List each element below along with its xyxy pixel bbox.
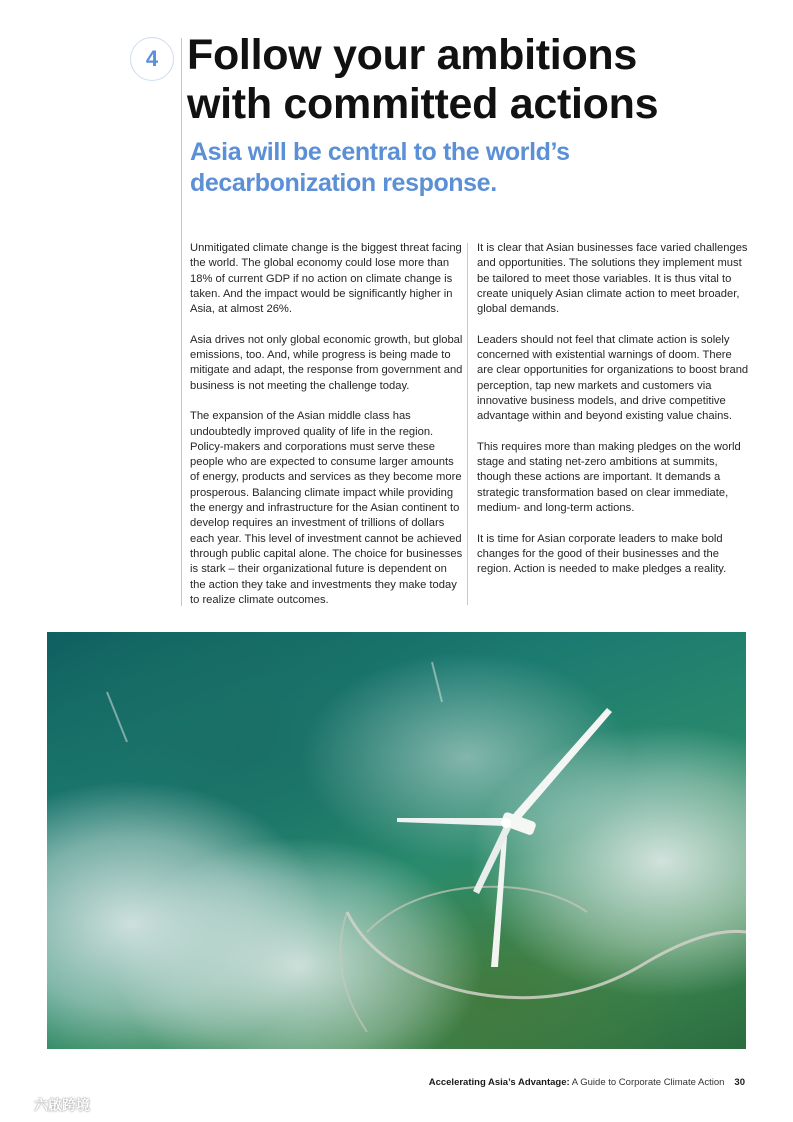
title-line-2: with committed actions: [187, 80, 659, 128]
paragraph: It is time for Asian corporate leaders to make bold changes for the good of their businesses and the region. Action is needed to make pledges a reality.: [477, 532, 727, 576]
paragraph: Asia drives not only global economic growth, but global emissions, too. And, while progress is being made to mitigate and adapt, the response from government and business is not meeting the challenge today.: [190, 333, 463, 392]
watermark-logo-icon: [8, 1098, 30, 1112]
chapter-number: 4: [145, 46, 159, 71]
page-title: [187, 31, 747, 129]
paragraph: Unmitigated climate change is the biggest threat facing the world. The global economy could lose more than 18% of current GDP if no action on climate change is taken. And the impact would be significantly higher in Asia, at almost 26%.: [190, 242, 462, 316]
body-column-right: [477, 241, 749, 593]
column-divider-line: [467, 243, 468, 605]
body-column-left: [190, 241, 464, 623]
page-number: 30: [734, 1077, 745, 1088]
page-subtitle: [190, 137, 710, 199]
page-footer: [429, 1077, 745, 1088]
footer-subtitle: A Guide to Corporate Climate Action: [569, 1077, 725, 1088]
wind-turbine-aerial-photo: [47, 632, 746, 1049]
chapter-number-badge: [130, 37, 174, 81]
title-line-1: Follow your ambitions: [187, 31, 637, 79]
paragraph: Leaders should not feel that climate action is solely concerned with existential warnings of doom. There are clear opportunities for organizations to boost brand perception, tap new markets and customers via innovative business models, and drive competitive advantage within and beyond existing value chains.: [477, 333, 749, 423]
watermark: [8, 1095, 90, 1115]
paragraph: It is clear that Asian businesses face varied challenges and opportunities. The solutions they implement must be tailored to meet those variables. It is thus vital to create uniquely Asian climate action to meet broader, global demands.: [477, 242, 748, 316]
footer-publication: Accelerating Asia’s Advantage:: [428, 1077, 570, 1088]
heading-divider-line: [181, 38, 182, 606]
paragraph: The expansion of the Asian middle class has undoubtedly improved quality of life in the region. Policy-makers and corporations must serve these people who are expected to consume larger amounts of energy, products and services as they become more prosperous. Balancing climate impact while providing the energy and infrastructure for the Asian continent to develop requires an investment of trillions of dollars each year. This level of investment cannot be achieved through public capital alone. The choice for businesses is stark – their organizational future is dependent on the action they take and investments they make today to realize climate outcomes.: [190, 410, 463, 606]
paragraph: This requires more than making pledges on the world stage and stating net-zero ambitions at summits, though these actions are important. It demands a strategic transformation based on clear immediate, medium- and long-term actions.: [477, 440, 741, 515]
subtitle-line-1: Asia will be central to the world’s: [190, 138, 570, 166]
subtitle-line-2: decarbonization response.: [190, 169, 497, 197]
wind-turbine-illustration: [47, 632, 746, 1049]
watermark-text: 六啟跨境: [34, 1098, 90, 1114]
